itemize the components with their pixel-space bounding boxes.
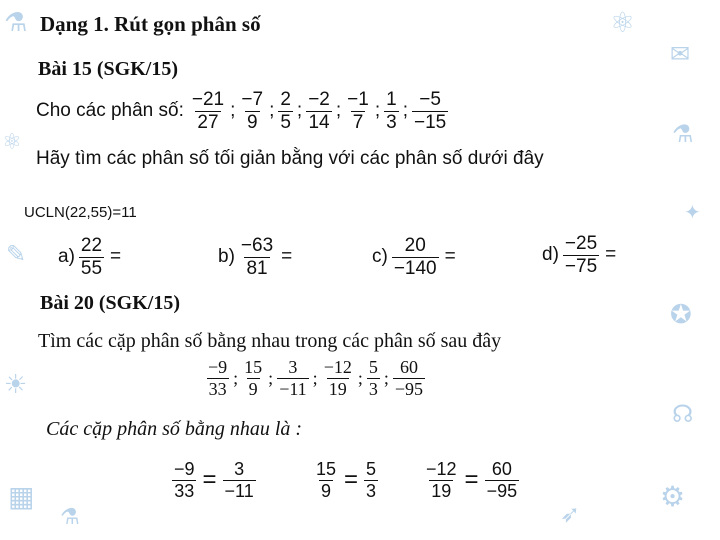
bai15-item-c: c) $\frac{20}{-140}$ =	[372, 235, 456, 279]
atom-icon: ⚛	[610, 6, 636, 39]
answer-label: Các cặp phân số bằng nhau là :	[46, 418, 303, 440]
gear-icon: ⚙	[660, 480, 686, 513]
bai20-fraction-list: $\frac{-9}{33}$ ; $\frac{15}{9}$ ; $\frac{3}{-11}$ ; $\frac{-12}{19}$ ; $\frac{5}{3}$ ; $\frac{60}{-95}$	[208, 357, 424, 399]
bai20-task: Tìm các cặp phân số bằng nhau trong các phân số sau đây	[38, 330, 502, 352]
globe-icon: ✪	[670, 300, 692, 330]
bai15-fraction-list: Cho các phân số: $\frac{-21}{27}$ ; $\frac{-7}{9}$ ; $\frac{2}{5}$ ; $\frac{-2}{14}$ ; $\frac{-1}{7}$ ; $\frac{1}{3}$ ; $\frac{-5}{-15}$	[36, 89, 447, 133]
bulb-icon: ☀	[4, 370, 28, 400]
calculator-icon: ▦	[8, 480, 35, 513]
bai15-item-d: d) $\frac{-25}{-75}$ =	[542, 233, 617, 277]
star-icon: ✦	[684, 200, 701, 224]
bai15-item-b: b) $\frac{-63}{81}$ =	[218, 235, 293, 279]
fraction: $\frac{-9}{33}$	[208, 357, 228, 399]
gcd-note: UCLN(22,55)=11	[24, 204, 137, 221]
fraction: $\frac{-2}{14}$	[308, 89, 330, 133]
answer-pair-1: $\frac{-9}{33}$ = $\frac{3}{-11}$	[174, 459, 254, 501]
fraction: $\frac{5}{3}$	[368, 357, 378, 399]
bai20-title: Bài 20 (SGK/15)	[40, 292, 181, 314]
fraction: $\frac{-21}{27}$	[191, 89, 225, 133]
bai15-intro: Cho các phân số:	[36, 100, 184, 122]
answer-pair-3: $\frac{-12}{19}$ = $\frac{60}{-95}$	[426, 459, 518, 501]
book-icon: ✉	[670, 40, 691, 68]
flask-icon-2: ⚗	[60, 505, 80, 530]
fraction: $\frac{3}{-11}$	[279, 357, 307, 399]
fraction: $\frac{2}{5}$	[280, 89, 291, 133]
fraction: $\frac{-1}{7}$	[347, 89, 369, 133]
fraction: $\frac{60}{-95}$	[394, 357, 424, 399]
bai15-task: Hãy tìm các phân số tối giản bằng với các phân số dưới đây	[36, 148, 544, 169]
page-heading: Dạng 1. Rút gọn phân số	[40, 12, 261, 36]
beaker-icon: ⚗	[672, 120, 694, 148]
answer-pair-2: $\frac{15}{9}$ = $\frac{5}{3}$	[316, 459, 377, 501]
bai15-item-a: a) $\frac{22}{55}$ =	[58, 235, 122, 279]
rocket-icon: ➶	[560, 500, 581, 528]
fraction: $\frac{-5}{-15}$	[413, 89, 447, 133]
fraction: $\frac{15}{9}$	[244, 357, 263, 399]
flask-icon: ⚗	[4, 8, 28, 38]
fraction: $\frac{1}{3}$	[386, 89, 397, 133]
magnet-icon: ☊	[672, 400, 694, 428]
fraction: $\frac{-12}{19}$	[323, 357, 352, 399]
bai15-title: Bài 15 (SGK/15)	[38, 58, 179, 80]
fraction: $\frac{-7}{9}$	[241, 89, 264, 133]
molecule-icon: ⚛	[2, 130, 22, 155]
pencil-icon: ✎	[6, 240, 27, 268]
